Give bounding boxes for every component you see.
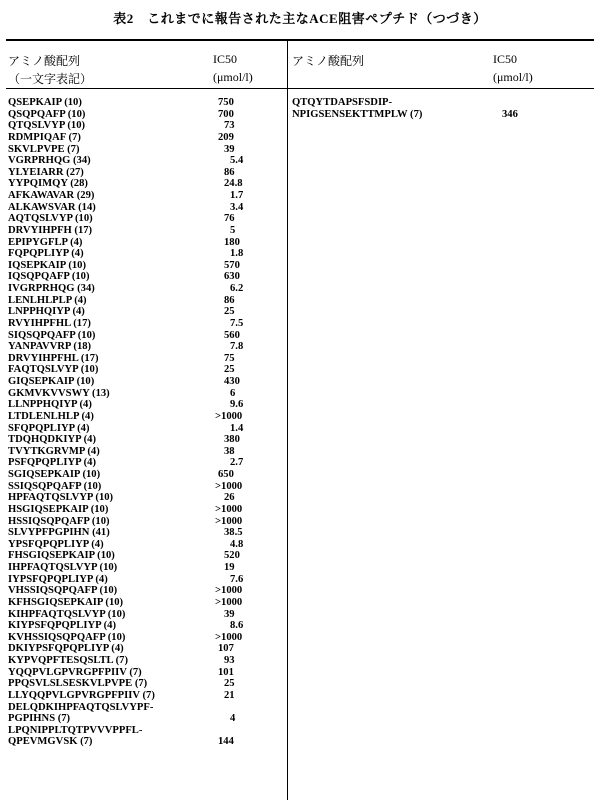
ic50-cell: 38.5	[224, 527, 243, 539]
ic50-cell: 7.8	[230, 341, 244, 353]
sequence-cell: KFHSGIQSEPKAIP (10)	[8, 596, 124, 608]
ic50-cell: 39	[224, 143, 235, 155]
ic50-cell: 93	[224, 655, 235, 666]
ic50-cell: 6.2	[230, 283, 244, 294]
sequence-cell: GKMVKVVSWY (13)	[8, 387, 110, 399]
sequence-cell: PGPIHNS (7)	[8, 713, 71, 725]
sequence-cell: QTQSLVYP (10)	[8, 120, 86, 132]
sequence-cell: ALKAWSVAR (14)	[8, 201, 96, 213]
table-row	[8, 457, 288, 469]
table-row	[8, 539, 288, 551]
table-row	[8, 341, 288, 353]
left-header-notation: （一文字表記）	[8, 72, 93, 86]
sequence-cell: SIQSQPQAFP (10)	[8, 329, 96, 341]
top-rule	[6, 39, 594, 41]
table-row	[8, 481, 288, 493]
table-row	[8, 388, 288, 400]
table-row	[292, 97, 592, 120]
ic50-cell: >1000	[215, 515, 243, 527]
sequence-cell: DRVYIHPFHL (17)	[8, 352, 99, 364]
table-row	[8, 446, 288, 458]
sequence-cell: IQSQPQAFP (10)	[8, 271, 90, 283]
table-row	[8, 167, 288, 179]
sequence-cell: YLYEIARR (27)	[8, 166, 84, 178]
ic50-cell: 25	[224, 678, 235, 690]
sequence-cell: VGRPRHQG (34)	[8, 155, 91, 167]
sequence-cell: KIHPFAQTQSLVYP (10)	[8, 608, 126, 620]
sequence-cell: SGIQSEPKAIP (10)	[8, 469, 101, 480]
table-title: 表2 これまでに報告された主なACE阻害ペプチド（つづき）	[113, 11, 487, 26]
ic50-cell: 86	[224, 294, 235, 306]
ic50-cell: 21	[224, 689, 235, 701]
ic50-cell: 8.6	[230, 620, 244, 632]
table-row	[8, 330, 288, 342]
ic50-cell: >1000	[215, 596, 243, 608]
ic50-cell: 75	[224, 352, 235, 364]
ic50-cell: 26	[224, 492, 235, 504]
table-row	[8, 550, 288, 562]
sequence-cell: LLNPPHQIYP (4)	[8, 399, 92, 411]
sequence-cell: IYPSFQPQPLIYP (4)	[8, 573, 108, 585]
table-row	[8, 132, 288, 144]
sequence-cell: KYPVQPFTESQSLTL (7)	[8, 655, 128, 666]
sequence-cell: QPEVMGVSK (7)	[8, 736, 93, 748]
sequence-cell: PSFQPQPLIYP (4)	[8, 457, 96, 469]
sequence-cell: FQPQPLIYP (4)	[8, 248, 84, 260]
sequence-cell: SSIQSQPQAFP (10)	[8, 480, 102, 492]
sequence-cell: HPFAQTQSLVYP (10)	[8, 492, 114, 504]
sequence-cell-line1: QTQYTDAPSFSDIP-	[292, 97, 393, 108]
ic50-cell: 180	[224, 236, 240, 248]
left-header-sequence: アミノ酸配列	[8, 54, 81, 68]
ic50-cell: >1000	[215, 480, 243, 492]
ic50-cell: 4	[230, 713, 236, 725]
sequence-cell: DRVYIHPFH (17)	[8, 224, 93, 236]
table-row	[8, 678, 288, 690]
ic50-cell: 1.7	[230, 190, 244, 201]
table-row	[8, 574, 288, 586]
ic50-cell: 76	[224, 213, 235, 225]
sequence-cell: SKVLPVPE (7)	[8, 143, 80, 155]
sequence-cell: SLVYPFPGPIHN (41)	[8, 527, 110, 539]
sequence-cell: TVYTKGRVMP (4)	[8, 445, 100, 457]
table-row	[8, 295, 288, 307]
ic50-cell: 560	[224, 329, 240, 341]
header-rule	[6, 88, 594, 89]
table-row	[8, 144, 288, 156]
ic50-cell: 25	[224, 364, 235, 376]
sequence-cell: AFKAWAVAR (29)	[8, 190, 95, 201]
sequence-cell: FHSGIQSEPKAIP (10)	[8, 550, 115, 562]
sequence-cell: HSGIQSEPKAIP (10)	[8, 503, 109, 515]
table-row	[8, 655, 288, 667]
ic50-cell: 5	[230, 224, 236, 236]
sequence-cell: LTDLENLHLP (4)	[8, 410, 94, 422]
table-row	[8, 178, 288, 190]
table-row	[8, 213, 288, 225]
table-row	[8, 120, 288, 132]
ic50-cell: 2.7	[230, 457, 244, 469]
ic50-cell: 209	[218, 131, 234, 143]
sequence-cell: IQSEPKAIP (10)	[8, 259, 86, 271]
ic50-cell: >1000	[215, 631, 243, 643]
table-row	[8, 318, 288, 330]
sequence-cell: PPQSVLSLSESKVLPVPE (7)	[8, 678, 148, 690]
table-row	[8, 667, 288, 679]
table-row	[8, 516, 288, 528]
ic50-cell: 380	[224, 434, 240, 446]
table-row	[8, 643, 288, 655]
sequence-cell: AQTQSLVYP (10)	[8, 213, 93, 225]
table-row	[8, 504, 288, 516]
right-table-body	[292, 97, 592, 120]
table-row	[8, 248, 288, 260]
table-row	[8, 492, 288, 504]
ic50-cell: 1.4	[230, 422, 244, 434]
ic50-cell: 570	[224, 259, 240, 271]
ic50-cell: 25	[224, 306, 235, 318]
table-row	[8, 353, 288, 365]
sequence-cell: RDMPIQAF (7)	[8, 131, 81, 143]
sequence-cell: LLYQQPVLGPVRGPFPIIV (7)	[8, 689, 155, 701]
left-table-body	[8, 97, 288, 748]
ic50-cell: 101	[218, 666, 234, 678]
table-row	[8, 713, 288, 725]
ic50-cell: 3.4	[230, 201, 244, 213]
table-row	[8, 202, 288, 214]
table-row	[8, 109, 288, 121]
table-row	[8, 364, 288, 376]
table-row	[8, 620, 288, 632]
sequence-cell: QSEPKAIP (10)	[8, 97, 82, 108]
ic50-cell: 107	[218, 643, 234, 655]
table-row	[8, 469, 288, 481]
ic50-cell: 39	[224, 608, 235, 620]
ic50-cell: 9.6	[230, 399, 244, 411]
ic50-cell: >1000	[215, 585, 243, 597]
ic50-cell: 4.8	[230, 538, 244, 550]
table-row	[8, 399, 288, 411]
table-row	[8, 271, 288, 283]
ic50-cell: 750	[218, 97, 234, 108]
table-row	[8, 690, 288, 702]
sequence-cell: GIQSEPKAIP (10)	[8, 376, 95, 387]
ic50-cell: 19	[224, 562, 235, 573]
sequence-cell: YANPAVVRP (18)	[8, 341, 92, 353]
right-header-ic50: IC50	[493, 52, 517, 66]
table-row	[8, 306, 288, 318]
sequence-cell: VHSSIQSQPQAFP (10)	[8, 585, 118, 597]
ic50-cell: >1000	[215, 503, 243, 515]
sequence-cell: LPQNIPPLTQTPVVVPPFL-	[8, 724, 143, 736]
table-row	[8, 702, 288, 714]
sequence-cell: SFQPQPLIYP (4)	[8, 422, 90, 434]
table-row	[8, 725, 288, 737]
right-header-unit: (μmol/l)	[493, 70, 533, 84]
ic50-cell: 144	[218, 736, 234, 748]
table-row	[8, 237, 288, 249]
table-row	[8, 411, 288, 423]
ic50-cell: 346	[502, 108, 518, 120]
table-row	[8, 585, 288, 597]
sequence-cell: YQQPVLGPVRGPFPIIV (7)	[8, 666, 142, 678]
ic50-cell: 430	[224, 376, 240, 387]
table-row	[8, 632, 288, 644]
sequence-cell: YYPQIMQY (28)	[8, 178, 88, 190]
left-header-unit: (μmol/l)	[213, 70, 253, 84]
ic50-cell: 650	[218, 469, 234, 480]
left-header-ic50: IC50	[213, 52, 237, 66]
ic50-cell: 6	[230, 387, 236, 399]
sequence-cell: EPIPYGFLP (4)	[8, 236, 83, 248]
ic50-cell: 38	[224, 445, 235, 457]
sequence-cell: IHPFAQTQSLVYP (10)	[8, 562, 118, 573]
ic50-cell: >1000	[215, 410, 243, 422]
table-row	[8, 225, 288, 237]
sequence-cell: KVHSSIQSQPQAFP (10)	[8, 631, 126, 643]
ic50-cell: 86	[224, 166, 235, 178]
sequence-cell: QSQPQAFP (10)	[8, 108, 86, 120]
ic50-cell: 700	[218, 108, 234, 120]
sequence-cell: RVYIHPFHL (17)	[8, 317, 91, 329]
sequence-cell: HSSIQSQPQAFP (10)	[8, 515, 110, 527]
sequence-cell: DKIYPSFQPQPLIYP (4)	[8, 643, 124, 655]
sequence-cell: YPSFQPQPLIYP (4)	[8, 538, 104, 550]
table-row	[8, 423, 288, 435]
sequence-cell: IVGRPRHQG (34)	[8, 283, 95, 294]
sequence-cell: TDQHQDKIYP (4)	[8, 434, 96, 446]
ic50-cell: 630	[224, 271, 240, 283]
right-header-sequence: アミノ酸配列	[292, 54, 365, 68]
sequence-cell: FAQTQSLVYP (10)	[8, 364, 99, 376]
sequence-cell: LENLHLPLP (4)	[8, 294, 87, 306]
ic50-cell: 520	[224, 550, 240, 562]
ic50-cell: 7.6	[230, 573, 244, 585]
table-row	[8, 190, 288, 202]
table-row	[8, 609, 288, 621]
table-row	[8, 527, 288, 539]
ic50-cell: 1.8	[230, 248, 244, 260]
ic50-cell: 73	[224, 120, 235, 132]
sequence-cell-line2: NPIGSENSEKTTMPLW (7)	[292, 108, 423, 120]
table-row	[8, 434, 288, 446]
table-row	[8, 562, 288, 574]
ic50-cell: 5.4	[230, 155, 244, 167]
sequence-cell: LNPPHQIYP (4)	[8, 306, 85, 318]
sequence-cell: DELQDKIHPFAQTQSLVYPF-	[8, 701, 154, 713]
sequence-cell: KIYPSFQPQPLIYP (4)	[8, 620, 116, 632]
table-row	[8, 155, 288, 167]
ic50-cell: 24.8	[224, 178, 243, 190]
table-row	[8, 597, 288, 609]
table-row	[8, 283, 288, 295]
table-row	[8, 97, 288, 109]
table-row	[8, 376, 288, 388]
table-row	[8, 736, 288, 748]
table-row	[8, 260, 288, 272]
ic50-cell: 7.5	[230, 317, 244, 329]
